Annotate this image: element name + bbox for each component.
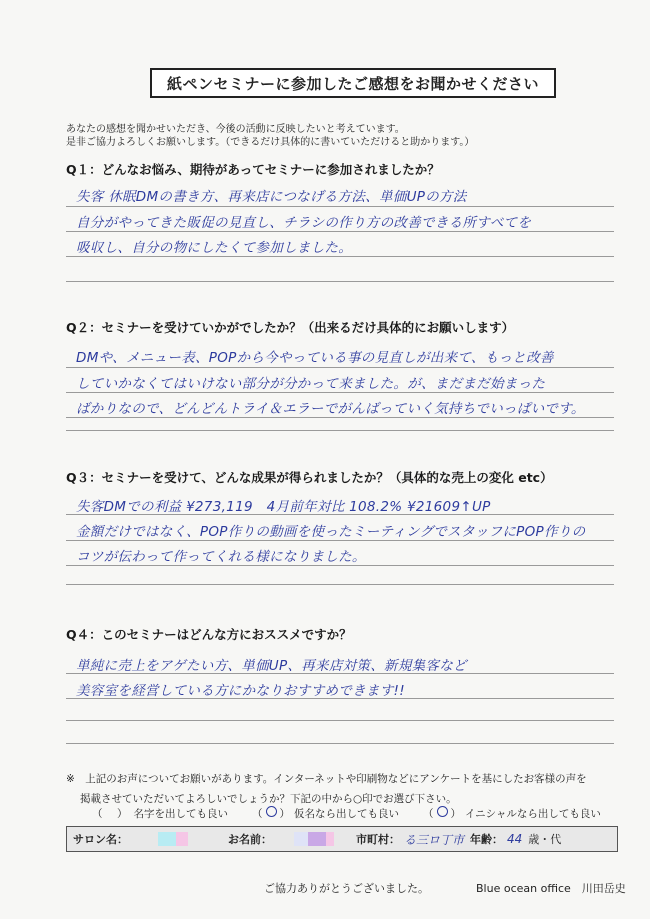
thanks-text: ご協力ありがとうございました。 — [264, 882, 429, 895]
option-surname[interactable] — [92, 806, 228, 821]
answer-4-line-1: 単純に売上をアゲたい方、単価UP、再来店対策、新規集客など — [76, 658, 467, 674]
salon-label: サロン名： — [73, 833, 128, 846]
answer-2-line-3: ばかりなので、どんどんトライ＆エラーでがんばっていく気持ちでいっぱいです。 — [76, 401, 585, 417]
answer-line — [66, 206, 614, 207]
survey-title-text: 紙ペンセミナーに参加したご感想をお聞かせください — [166, 74, 539, 93]
redaction-mask — [326, 832, 334, 846]
question-2-label: Q２：セミナーを受けていかがでしたか？（出来るだけ具体的にお願いします） — [66, 320, 515, 335]
answer-line — [66, 584, 614, 585]
answer-line — [66, 565, 614, 566]
answer-3-line-3: コツが伝わって作ってくれる様になりました。 — [76, 549, 366, 565]
answer-3-line-2: 金額だけではなく、POP作りの動画を使ったミーティングでスタッフにPOP作りの — [76, 524, 586, 540]
option-initials[interactable] — [423, 806, 601, 821]
option-label: 仮名なら出しても良い — [294, 808, 399, 820]
age-value: 44 — [507, 832, 523, 846]
selected-circle-icon — [437, 806, 448, 817]
option-bracket: （ ） — [252, 808, 290, 820]
name-label: お名前： — [228, 833, 272, 846]
option-pseudonym[interactable] — [252, 806, 399, 821]
age-suffix: 歳・代 — [528, 833, 562, 846]
answer-line — [66, 430, 614, 431]
option-bracket: （ ） — [92, 808, 130, 820]
answer-line — [66, 367, 614, 368]
option-label: 名字を出しても良い — [133, 808, 228, 820]
city-label: 市町村： — [356, 833, 400, 846]
answer-2-line-2: していかなくてはいけない部分が分かって来ました。が、まだまだ始まった — [76, 376, 546, 392]
survey-title — [150, 68, 556, 98]
answer-line — [66, 417, 614, 418]
answer-3-line-1: 失客DMでの利益 ¥273,119 4月前年対比 108.2% ¥21609↑UP — [76, 499, 491, 515]
answer-line — [66, 698, 614, 699]
option-label: イニシャルなら出しても良い — [465, 808, 601, 820]
answer-4-line-2: 美容室を経営している方にかなりおすすめできます!! — [76, 683, 405, 699]
question-3-label: Q３：セミナーを受けて、どんな成果が得られましたか？（具体的な売上の変化 etc） — [66, 470, 553, 485]
option-bracket: （ ） — [423, 808, 461, 820]
intro-line: あなたの感想を聞かせいただき、今後の活動に反映したいと考えています。 — [66, 124, 405, 135]
redaction-mask — [308, 832, 326, 846]
redaction-mask — [176, 832, 188, 846]
organization-name: Blue ocean office 川田岳史 — [476, 882, 626, 895]
answer-line — [66, 392, 614, 393]
permission-notice — [66, 769, 587, 809]
question-1-label: Q１：どんなお悩み、期待があってセミナーに参加されましたか？ — [66, 162, 440, 177]
answer-1-line-3: 吸収し、自分の物にしたくて参加しました。 — [76, 240, 352, 256]
redaction-mask — [294, 832, 308, 846]
answer-line — [66, 743, 614, 744]
answer-line — [66, 720, 614, 721]
answer-line — [66, 514, 614, 515]
answer-1-line-1: 失客 休眠DMの書き方、再来店につなげる方法、単価UPの方法 — [76, 189, 467, 205]
answer-line — [66, 256, 614, 257]
answer-line — [66, 231, 614, 232]
selected-circle-icon — [266, 806, 277, 817]
answer-line — [66, 281, 614, 282]
age-label: 年齢： — [470, 833, 504, 846]
answer-1-line-2: 自分がやってきた販促の見直し、チラシの作り方の改善できる所すべてを — [76, 215, 532, 231]
answer-line — [66, 673, 614, 674]
city-value: る三ロ丁市 — [404, 832, 465, 847]
intro-line: 是非ご協力よろしくお願いします。（できるだけ具体的に書いていただけると助かります。） — [66, 137, 475, 148]
respondent-info — [66, 826, 618, 852]
answer-line — [66, 540, 614, 541]
answer-2-line-1: DMや、メニュー表、POPから今やっている事の見直しが出来て、もっと改善 — [76, 350, 554, 366]
intro-text — [66, 123, 474, 149]
notice-line: ※ 上記のお声についてお願いがあります。インターネットや印刷物などにアンケートを基にしたお客様の声を — [66, 773, 587, 785]
question-4-label: Q４：このセミナーはどんな方におススメですか？ — [66, 627, 352, 642]
notice-line: 掲載させていただいてよろしいでしょうか？下記の中から○印でお選び下さい。 — [80, 793, 457, 805]
redaction-mask — [158, 832, 176, 846]
consent-options — [92, 806, 632, 821]
